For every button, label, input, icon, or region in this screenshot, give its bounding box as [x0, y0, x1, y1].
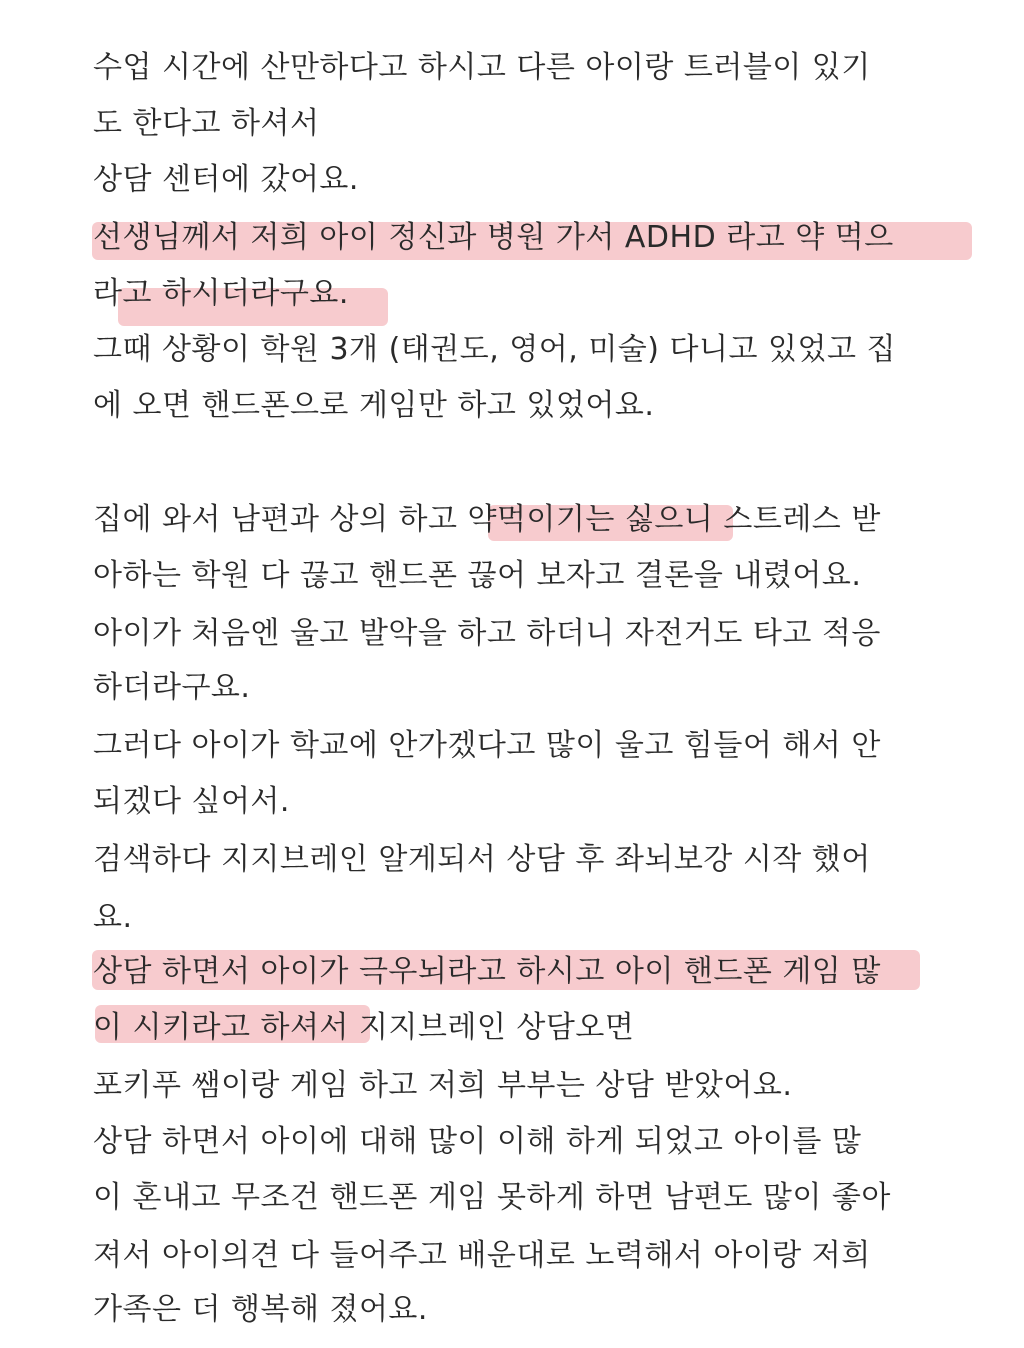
text-line: 이 혼내고 무조건 핸드폰 게임 못하게 하면 남편도 많이 좋아 — [93, 1180, 891, 1215]
text-line: 그때 상황이 학원 3개 (태권도, 영어, 미술) 다니고 있었고 집 — [93, 332, 896, 367]
text-line: 상담 하면서 아이에 대해 많이 이해 하게 되었고 아이를 많 — [93, 1124, 862, 1159]
text-line: 에 오면 핸드폰으로 게임만 하고 있었어요. — [93, 388, 655, 423]
text-line: 포키푸 쌤이랑 게임 하고 저희 부부는 상담 받았어요. — [93, 1068, 793, 1103]
text-line: 아하는 학원 다 끊고 핸드폰 끊어 보자고 결론을 내렸어요. — [93, 558, 862, 593]
text-line: 아이가 처음엔 울고 발악을 하고 하더니 자전거도 타고 적응 — [93, 616, 881, 651]
text-line: 라고 하시더라구요. — [93, 276, 349, 311]
text-line: 이 시키라고 하셔서 지지브레인 상담오면 — [93, 1010, 635, 1045]
text-line: 도 한다고 하셔서 — [93, 106, 320, 141]
text-line: 되겠다 싶어서. — [93, 784, 290, 819]
text-line: 그러다 아이가 학교에 안가겠다고 많이 울고 힘들어 해서 안 — [93, 728, 881, 763]
text-line: 상담 하면서 아이가 극우뇌라고 하시고 아이 핸드폰 게임 많 — [93, 954, 881, 989]
text-line: 져서 아이의견 다 들어주고 배운대로 노력해서 아이랑 저희 — [93, 1238, 871, 1273]
text-line: 가족은 더 행복해 졌어요. — [93, 1292, 428, 1327]
text-line: 요. — [93, 900, 133, 935]
text-line: 상담 센터에 갔어요. — [93, 162, 359, 197]
text-line: 하더라구요. — [93, 670, 251, 705]
text-line: 집에 와서 남편과 상의 하고 약먹이기는 싫으니 스트레스 받 — [93, 502, 881, 537]
text-line: 수업 시간에 산만하다고 하시고 다른 아이랑 트러블이 있기 — [93, 50, 871, 85]
text-line: 선생님께서 저희 아이 정신과 병원 가서 ADHD 라고 약 먹으 — [93, 220, 894, 255]
text-line: 검색하다 지지브레인 알게되서 상담 후 좌뇌보강 시작 했어 — [93, 842, 871, 877]
